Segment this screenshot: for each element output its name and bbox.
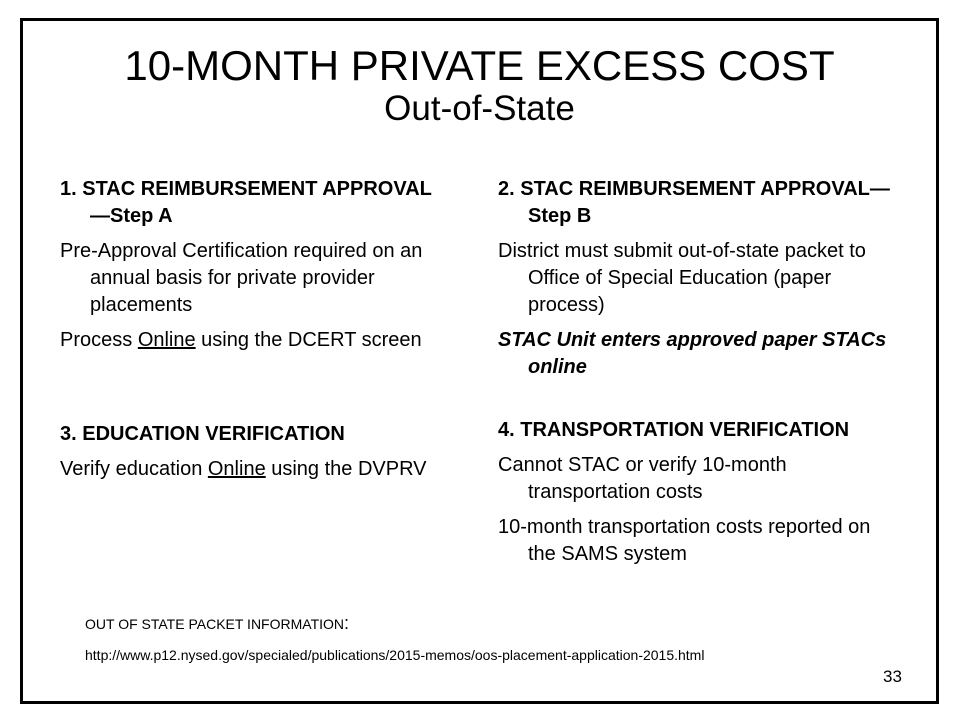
section-3-para-1: [60, 456, 450, 483]
section-1-heading: 1. STAC REIMBURSEMENT APPROVAL—Step A: [60, 178, 432, 227]
section-2-para-1: District must submit out-of-state packet to Office of Special Education (paper process): [498, 240, 866, 316]
online-link-1: Online: [137, 329, 196, 351]
right-column-bottom: [498, 417, 898, 568]
packet-info-label: [85, 613, 349, 634]
section-3-heading: 3. EDUCATION VERIFICATION: [60, 423, 345, 445]
left-column-top: [60, 176, 450, 354]
online-link-2: Online: [207, 458, 266, 480]
section-2-para-2: STAC Unit enters approved paper STACs online: [498, 329, 887, 378]
section-4-para-2: 10-month transportation costs reported on the SAMS system: [498, 516, 871, 565]
section-1-para-2-end: using the DCERT screen: [195, 329, 422, 351]
packet-info-text: OUT OF STATE PACKET INFORMATION: [85, 616, 345, 632]
section-4-heading: 4. TRANSPORTATION VERIFICATION: [498, 419, 850, 441]
slide-frame: [20, 18, 939, 704]
slide-title: 10-MONTH PRIVATE EXCESS COST: [124, 42, 835, 89]
page-number: 33: [883, 667, 902, 686]
slide-subtitle: Out-of-State: [384, 89, 575, 129]
section-1-para-2: [60, 327, 450, 354]
slide-title-block: [23, 43, 936, 128]
section-3-para-1-start: Verify education: [60, 458, 208, 480]
section-3-para-1-end: using the DVPRV: [265, 458, 427, 480]
left-column-bottom: [60, 421, 450, 483]
section-2-heading: 2. STAC REIMBURSEMENT APPROVAL—Step B: [498, 178, 890, 227]
section-4-para-1: Cannot STAC or verify 10-month transportation costs: [498, 454, 787, 503]
section-1-para-1: Pre-Approval Certification required on an annual basis for private provider placements: [60, 240, 423, 316]
section-1-para-2-start: Process: [60, 329, 138, 351]
packet-info-colon: :: [344, 613, 350, 633]
right-column-top: [498, 176, 898, 381]
packet-info-url[interactable]: http://www.p12.nysed.gov/specialed/publications/2015-memos/oos-placement-application-2015.html: [85, 647, 705, 663]
